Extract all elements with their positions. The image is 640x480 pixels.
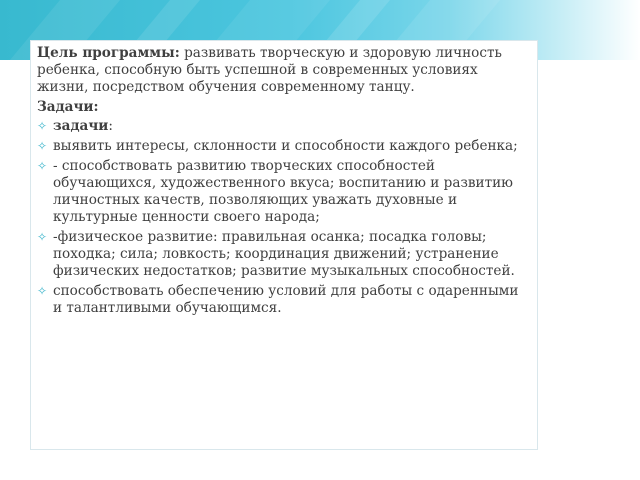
- list-item-text: -физическое развитие: правильная осанка; посадка головы; походка; сила; ловкость; координация движений; устранение физических недостатков; развитие музыкальных способностей.: [53, 229, 515, 279]
- four-point-star-icon: ✧: [37, 119, 48, 133]
- list-item: [37, 158, 531, 226]
- list-item-text: :: [108, 118, 113, 134]
- list-item-text: выявить интересы, склонности и способности каждого ребенка;: [53, 138, 518, 154]
- list-item-text: способствовать обеспечению условий для работы с одаренными и талантливыми обучающимся.: [53, 283, 519, 316]
- program-goal: [37, 45, 531, 96]
- list-item: [37, 283, 531, 317]
- four-point-star-icon: ✧: [37, 139, 48, 153]
- four-point-star-icon: ✧: [37, 230, 48, 244]
- goal-lead: Цель программы:: [37, 45, 180, 61]
- four-point-star-icon: ✧: [37, 284, 48, 298]
- four-point-star-icon: ✧: [37, 159, 48, 173]
- list-item-bold: задачи: [53, 118, 109, 134]
- slide-content-panel: [30, 40, 538, 450]
- list-item-text: - способствовать развитию творческих способностей обучающихся, художественного вкуса; воспитанию и развитию личностных качеств, позволяющих уважать духовные и культурные ценности своего народа;: [53, 158, 513, 225]
- goal-text: развивать творческую и здоровую личность ребенка, способную быть успешной в современных условиях жизни, посредством обучения современному танцу.: [37, 45, 502, 95]
- list-item: [37, 118, 531, 135]
- list-item: [37, 229, 531, 280]
- tasks-title: Задачи:: [37, 99, 99, 115]
- list-item: [37, 138, 531, 155]
- task-list: [37, 118, 531, 317]
